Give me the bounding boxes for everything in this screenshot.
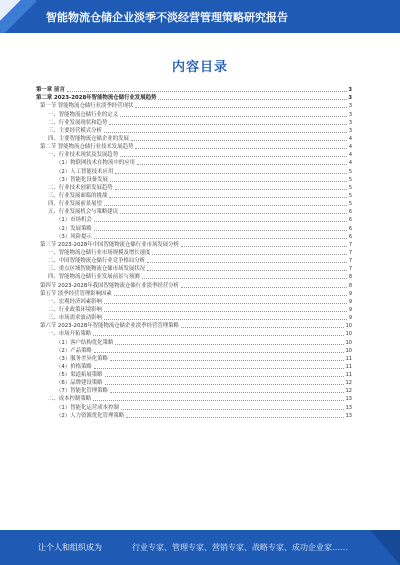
toc-entry-label: （7）智能化管理策略 (56, 388, 108, 395)
toc-entry-page-number: 13 (345, 404, 352, 411)
toc-entry-label: （3）风险提示 (56, 233, 92, 240)
toc-leader-dots (142, 277, 347, 279)
toc-entry-label: 三、重点区域智能物流仓储市场发展状况 (48, 266, 146, 273)
toc-leader-dots (114, 294, 347, 296)
toc-entry-label: 二、行业技术创新发展趋势 (48, 184, 113, 191)
toc-leader-dots (115, 188, 347, 190)
header-decoration (0, 0, 36, 33)
toc-entry-page-number: 9 (348, 298, 352, 305)
toc-entry-page-number: 8 (348, 274, 352, 281)
toc-entry[interactable] (36, 192, 352, 200)
toc-entry-label: （2）产品策略 (56, 347, 92, 354)
toc-entry-label: 二、行业发展现状和趋势 (48, 119, 108, 126)
toc-entry[interactable] (36, 102, 352, 110)
toc-entry-page-number: 7 (348, 241, 352, 248)
toc-entry[interactable] (36, 355, 352, 363)
toc-entry-label: （6）品牌建设策略 (56, 380, 103, 387)
toc-leader-dots (181, 245, 347, 247)
toc-entry-label: （4）价格策略 (56, 363, 92, 370)
toc-entry-label: 一、市场开拓策略 (48, 331, 92, 338)
toc-entry-label: 第六节 2023-2028年智能物流仓储企业淡季经营管理策略 (40, 323, 179, 330)
toc-entry-label: （1）客户结构优化策略 (56, 339, 114, 346)
toc-leader-dots (109, 123, 347, 125)
toc-entry[interactable] (36, 257, 352, 265)
toc-leader-dots (147, 261, 347, 263)
toc-entry-page-number: 11 (345, 363, 352, 370)
footer-corner-decoration (370, 530, 400, 565)
toc-leader-dots (105, 383, 344, 385)
toc-entry-page-number: 13 (345, 396, 352, 403)
toc-leader-dots (104, 131, 347, 133)
toc-leader-dots (94, 220, 347, 222)
toc-entry[interactable] (36, 159, 352, 167)
toc-entry-page-number: 5 (348, 192, 352, 199)
toc-entry-label: 三、市场需求波动影响 (48, 315, 102, 322)
toc-entry-label: （5）渠道拓展策略 (56, 372, 103, 379)
toc-entry-label: 一、智能物流仓储行业的定义 (48, 111, 119, 118)
toc-entry[interactable] (36, 314, 352, 322)
toc-entry[interactable] (36, 412, 352, 420)
toc-entry-page-number: 4 (348, 160, 352, 167)
toc-leader-dots (147, 269, 347, 271)
toc-leader-dots (181, 326, 344, 328)
toc-leader-dots (115, 343, 343, 345)
toc-entry-page-number: 5 (348, 176, 352, 183)
toc-entry-label: 二、成本控制策略 (48, 396, 92, 403)
toc-entry-label: （1）市场机会 (56, 217, 92, 224)
toc-entry[interactable] (36, 241, 352, 249)
toc-entry[interactable] (36, 127, 352, 135)
toc-leader-dots (120, 115, 347, 117)
toc-entry-page-number: 6 (348, 225, 352, 232)
toc-entry-label: （1）物联网技术在物流中的应用 (56, 160, 135, 167)
toc-entry[interactable] (36, 281, 352, 289)
toc-entry[interactable] (36, 273, 352, 281)
report-title: 智能物流仓储企业淡季不淡经营管理策略研究报告 (46, 11, 288, 24)
toc-leader-dots (135, 106, 346, 108)
toc-leader-dots (110, 180, 347, 182)
toc-leader-dots (126, 416, 344, 418)
toc-entry-page-number: 9 (348, 306, 352, 313)
toc-leader-dots (94, 351, 344, 353)
toc-entry-label: 第五节 淡季经营管理影响因素 (40, 290, 112, 297)
table-of-contents (36, 86, 352, 520)
toc-entry[interactable] (36, 208, 352, 216)
toc-entry-label: 第四节 2023-2028年我国智能物流仓储行业淡季经营分析 (40, 282, 179, 289)
toc-entry[interactable] (36, 338, 352, 346)
toc-leader-dots (181, 286, 347, 288)
toc-entry[interactable] (36, 184, 352, 192)
toc-entry-page-number: 11 (345, 372, 352, 379)
toc-entry[interactable] (36, 322, 352, 330)
toc-leader-dots (121, 408, 344, 410)
toc-entry-page-number: 3 (348, 87, 352, 94)
toc-entry[interactable] (36, 387, 352, 395)
toc-entry[interactable] (36, 167, 352, 175)
toc-leader-dots (93, 334, 343, 336)
toc-entry-page-number: 3 (348, 127, 352, 134)
toc-leader-dots (93, 399, 343, 401)
toc-entry-label: 第三节 2023-2028年中国智能物流仓储行业市场发展分析 (40, 241, 179, 248)
toc-entry[interactable] (36, 151, 352, 159)
toc-entry-label: 第二节 智能物流仓储行业技术发展趋势 (40, 144, 134, 151)
toc-entry-page-number: 7 (348, 258, 352, 265)
toc-leader-dots (158, 98, 346, 100)
toc-entry-page-number: 10 (345, 339, 352, 346)
toc-entry[interactable] (36, 298, 352, 306)
toc-leader-dots (94, 367, 344, 369)
toc-entry[interactable] (36, 135, 352, 143)
toc-entry-label: （2）人工智能技术应用 (56, 168, 114, 175)
toc-entry[interactable] (36, 249, 352, 257)
toc-leader-dots (152, 253, 346, 255)
toc-entry-page-number: 6 (348, 209, 352, 216)
toc-leader-dots (94, 237, 347, 239)
toc-entry-page-number: 10 (345, 331, 352, 338)
toc-entry[interactable] (36, 363, 352, 371)
toc-leader-dots (137, 163, 347, 165)
toc-entry-label: （3）服务差异化策略 (56, 355, 108, 362)
toc-entry[interactable] (36, 306, 352, 314)
report-header-bar (0, 0, 400, 33)
toc-heading: 内容目录 (171, 60, 228, 75)
toc-entry-label: 第二章 2023-2028年智能物流仓储行业发展趋势 (36, 95, 157, 102)
toc-entry-label: 四、行业发展前景展望 (48, 201, 102, 208)
toc-entry-page-number: 7 (348, 266, 352, 273)
toc-entry[interactable] (36, 216, 352, 224)
toc-entry-label: （2）人力资源优化管理策略 (56, 412, 125, 419)
toc-leader-dots (110, 391, 344, 393)
toc-entry-page-number: 7 (348, 249, 352, 256)
toc-entry-label: 四、主要智能物流仓储企业的发展 (48, 135, 129, 142)
toc-entry-page-number: 5 (348, 168, 352, 175)
toc-leader-dots (135, 147, 346, 149)
toc-leader-dots (94, 229, 347, 231)
footer-tagline: 行业专家、管理专家、营销专家、战略专家、成功企业家…… (132, 543, 348, 552)
toc-entry[interactable] (36, 395, 352, 403)
toc-leader-dots (110, 359, 344, 361)
toc-entry-page-number: 4 (348, 135, 352, 142)
toc-entry[interactable] (36, 233, 352, 241)
toc-entry-label: 三、主要经营模式分析 (48, 127, 102, 134)
toc-leader-dots (105, 375, 344, 377)
toc-entry-label: （2）发展策略 (56, 225, 92, 232)
toc-entry-page-number: 6 (348, 217, 352, 224)
toc-entry-label: 二、行业政策环境影响 (48, 306, 102, 313)
toc-entry-label: 四、智能物流仓储行业发展前景与预测 (48, 274, 140, 281)
toc-leader-dots (67, 90, 347, 92)
toc-entry[interactable] (36, 265, 352, 273)
toc-leader-dots (120, 212, 347, 214)
toc-entry-page-number: 3 (348, 111, 352, 118)
toc-entry[interactable] (36, 176, 352, 184)
toc-entry-page-number: 3 (348, 95, 352, 102)
toc-entry-page-number: 4 (348, 152, 352, 159)
toc-entry-page-number: 11 (345, 355, 352, 362)
toc-entry[interactable] (36, 143, 352, 151)
toc-entry-label: 第一节 智能物流仓储行业淡季经营现状 (40, 103, 134, 110)
toc-entry[interactable] (36, 330, 352, 338)
toc-entry-page-number: 5 (348, 201, 352, 208)
toc-entry-label: 第一章 前言 (36, 87, 65, 94)
toc-entry-page-number: 3 (348, 103, 352, 110)
toc-entry-label: 一、宏观经济因素影响 (48, 298, 102, 305)
toc-entry[interactable] (36, 371, 352, 379)
toc-entry[interactable] (36, 290, 352, 298)
toc-entry-label: （3）智能化设备发展 (56, 176, 108, 183)
footer-slogan: 让个人和组织成为 (38, 543, 102, 552)
toc-leader-dots (109, 196, 347, 198)
toc-leader-dots (104, 310, 347, 312)
toc-entry-page-number: 12 (345, 380, 352, 387)
toc-entry[interactable] (36, 110, 352, 118)
toc-entry[interactable] (36, 379, 352, 387)
toc-entry-page-number: 6 (348, 233, 352, 240)
toc-entry[interactable] (36, 347, 352, 355)
toc-entry[interactable] (36, 403, 352, 411)
toc-leader-dots (104, 204, 347, 206)
toc-entry-page-number: 9 (348, 315, 352, 322)
toc-entry-label: 五、行业发展机会与策略建议 (48, 209, 119, 216)
toc-leader-dots (104, 318, 347, 320)
toc-entry-label: 三、行业发展面临的挑战 (48, 192, 108, 199)
toc-entry-label: （1）智能化运营成本控制 (56, 404, 119, 411)
toc-entry-label: 一、行业技术现状及发展趋势 (48, 152, 119, 159)
toc-leader-dots (120, 155, 347, 157)
toc-leader-dots (104, 302, 347, 304)
toc-entry-page-number: 5 (348, 184, 352, 191)
toc-entry-page-number: 3 (348, 119, 352, 126)
toc-entry[interactable] (36, 94, 352, 102)
toc-entry-label: 一、智能物流仓储行业市场规模及增长速度 (48, 249, 151, 256)
toc-entry-page-number: 13 (345, 412, 352, 419)
toc-entry-page-number: 10 (345, 323, 352, 330)
toc-entry[interactable] (36, 224, 352, 232)
toc-entry-page-number: 4 (348, 144, 352, 151)
toc-entry-page-number: 9 (348, 290, 352, 297)
toc-entry[interactable] (36, 119, 352, 127)
report-footer-bar (0, 530, 400, 565)
toc-entry-label: 二、中国智能物流仓储行业竞争格局分析 (48, 258, 146, 265)
toc-entry-page-number: 8 (348, 282, 352, 289)
toc-entry[interactable] (36, 200, 352, 208)
toc-leader-dots (115, 172, 346, 174)
toc-entry-page-number: 12 (345, 388, 352, 395)
toc-leader-dots (131, 139, 347, 141)
toc-entry[interactable] (36, 86, 352, 94)
toc-entry-page-number: 10 (345, 347, 352, 354)
